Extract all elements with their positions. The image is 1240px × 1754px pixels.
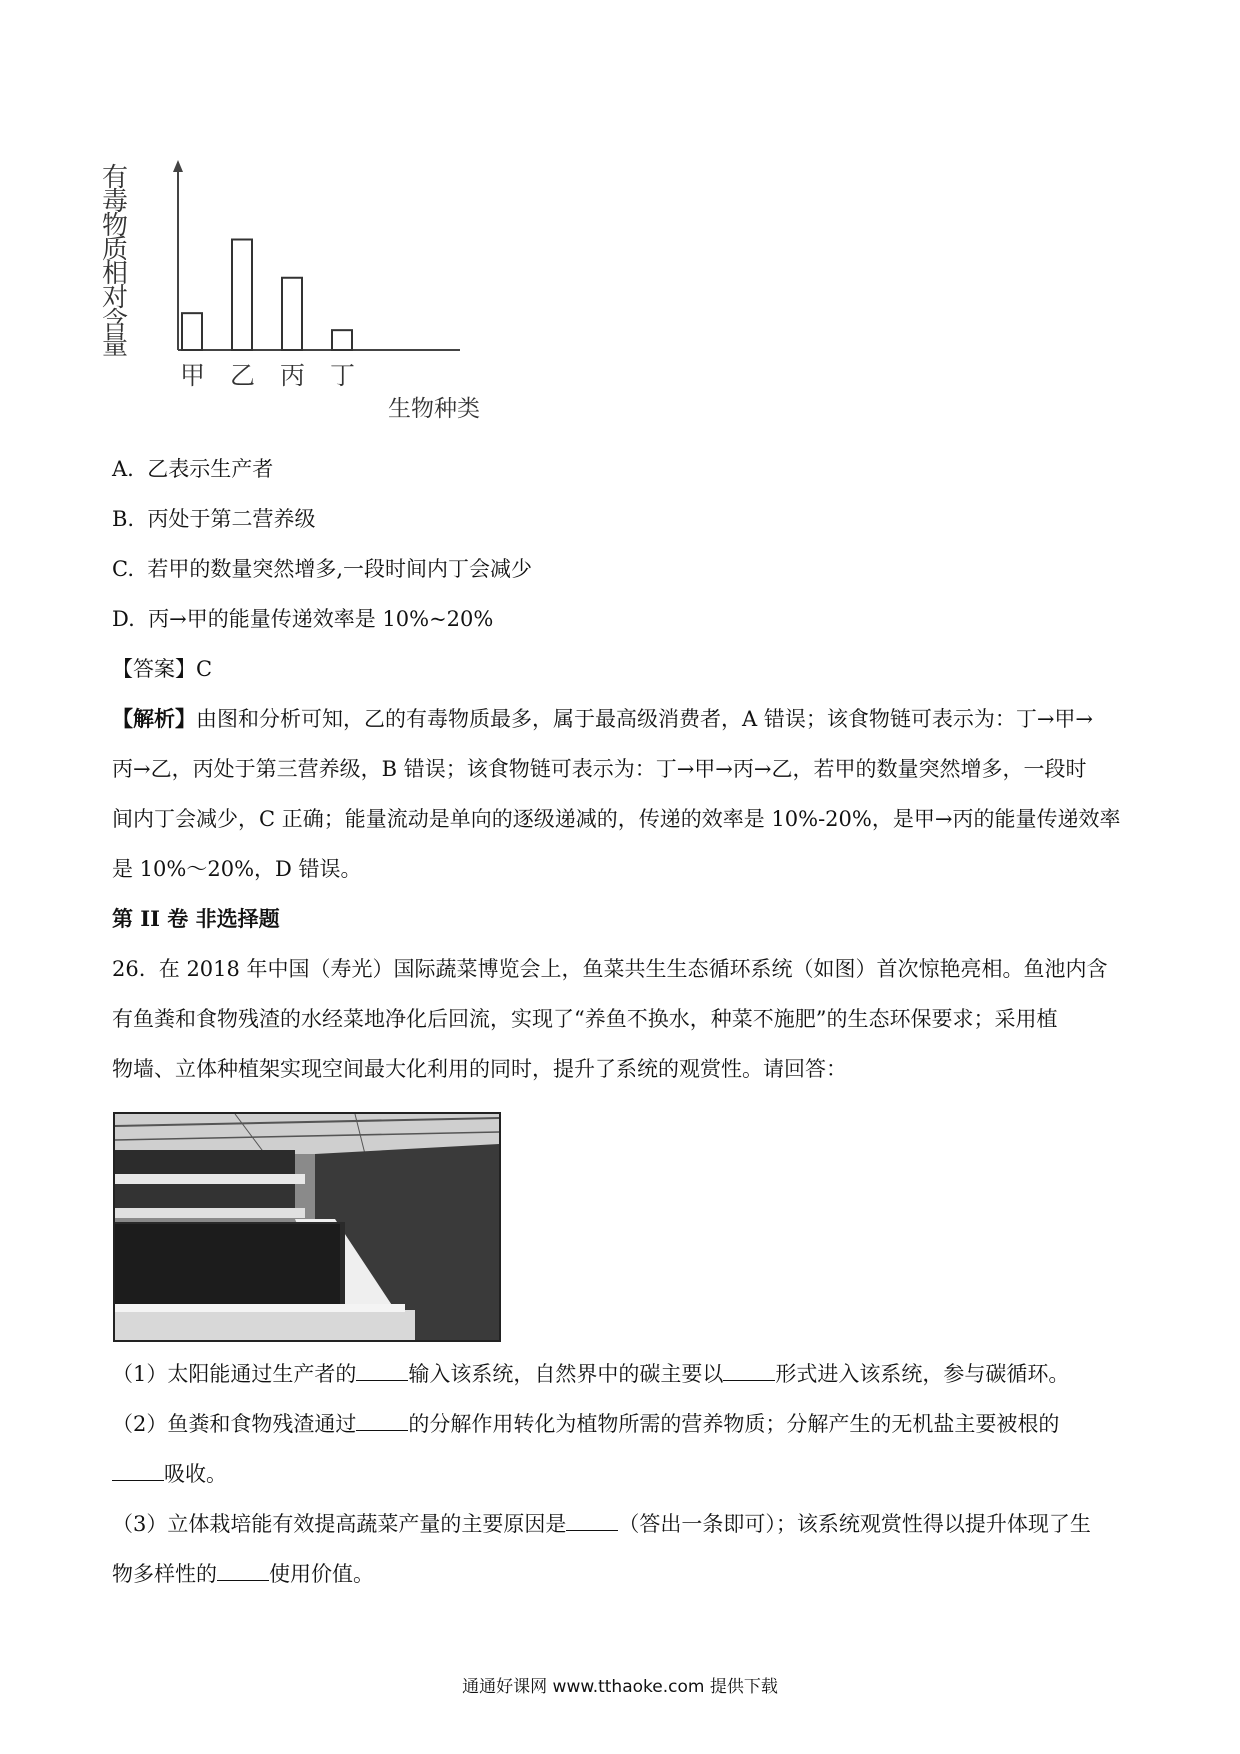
blank-2[interactable] xyxy=(723,1360,775,1381)
option-c-text: 若甲的数量突然增多,一段时间内丁会减少 xyxy=(147,557,533,581)
analysis-tag: 【解析】 xyxy=(112,706,196,731)
y-axis-label-char: 物 xyxy=(102,211,129,241)
bar-丁 xyxy=(332,330,352,350)
y-axis-label-char: 量 xyxy=(102,331,129,361)
answer-tag: 【答案】 xyxy=(112,657,196,681)
question-number: 26. xyxy=(112,957,146,981)
option-d-label: D. xyxy=(112,607,135,631)
option-a-text: 乙表示生产者 xyxy=(147,457,274,481)
y-axis-arrow xyxy=(173,160,183,172)
blank-4[interactable] xyxy=(112,1460,164,1481)
section-title: 第 II 卷 非选择题 xyxy=(112,906,280,931)
sub-question-3-cont: 物多样性的 使用价值。 xyxy=(112,1562,374,1586)
analysis-line-2: 丙→乙，丙处于第三营养级，B 错误；该食物链可表示为：丁→甲→丙→乙，若甲的数量突然增多，一段时 xyxy=(112,757,1087,781)
sub-question-2-cont: 吸收。 xyxy=(112,1459,1132,1489)
x-tick-乙: 乙 xyxy=(230,361,256,390)
blank-1[interactable] xyxy=(356,1360,408,1381)
y-axis-label-char: 质 xyxy=(102,235,129,265)
y-axis-label-char: 对 xyxy=(102,283,129,313)
option-b xyxy=(112,504,1132,534)
question-line-2: 有鱼粪和食物残渣的水经菜地净化后回流，实现了“养鱼不换水，种菜不施肥”的生态环保要求；采用植 xyxy=(112,1007,1058,1031)
option-b-label: B. xyxy=(112,507,135,531)
option-d-text: 丙→甲的能量传递效率是 10%~20% xyxy=(148,607,494,631)
blank-6[interactable] xyxy=(217,1560,269,1581)
blank-3[interactable] xyxy=(356,1410,408,1431)
analysis-line-1: 【解析】由图和分析可知，乙的有毒物质最多，属于最高级消费者，A 错误；该食物链可表示为：丁→甲→ xyxy=(112,706,1094,731)
sub-question-1: （1）太阳能通过生产者的 输入该系统，自然界中的碳主要以 形式进入该系统，参与碳循环。 xyxy=(112,1362,1070,1386)
option-a xyxy=(112,454,1132,484)
y-axis-label xyxy=(102,163,128,361)
toxin-bar-chart xyxy=(100,160,500,430)
y-axis-label-char: 相 xyxy=(102,259,129,289)
sub-question-3: （3）立体栽培能有效提高蔬菜产量的主要原因是 （答出一条即可）；该系统观赏性得以提升体现了生 xyxy=(112,1512,1091,1536)
question-line-3: 物墙、立体种植架实现空间最大化利用的同时，提升了系统的观赏性。请回答： xyxy=(112,1057,847,1081)
x-tick-丁: 丁 xyxy=(330,361,356,390)
analysis-line-4: 是 10%～20%，D 错误。 xyxy=(112,857,362,881)
option-c-label: C. xyxy=(112,557,134,581)
bar-甲 xyxy=(182,313,202,350)
greenhouse-illustration xyxy=(115,1114,499,1340)
option-d xyxy=(112,604,1132,634)
y-axis-label-char: 含 xyxy=(102,307,129,337)
sub-question-2: （2）鱼粪和食物残渣通过 的分解作用转化为植物所需的营养物质；分解产生的无机盐主要被根的 xyxy=(112,1412,1060,1436)
question-line-1: 26. 在 2018 年中国（寿光）国际蔬菜博览会上，鱼菜共生生态循环系统（如图）首次惊艳亮相。鱼池内含 xyxy=(112,957,1108,981)
answer xyxy=(112,654,1132,684)
bar-丙 xyxy=(282,278,302,350)
y-axis-label-char: 毒 xyxy=(102,187,129,217)
greenhouse-photo xyxy=(113,1112,501,1342)
x-axis-label: 生物种类 xyxy=(388,396,480,422)
x-tick-丙: 丙 xyxy=(280,361,306,390)
option-a-label: A. xyxy=(112,457,134,481)
page-footer: 通通好课网 www.tthaoke.com 提供下载 xyxy=(462,1677,778,1697)
x-tick-甲: 甲 xyxy=(180,361,206,390)
bar-乙 xyxy=(232,240,252,351)
answer-value: C xyxy=(196,657,213,681)
option-b-text: 丙处于第二营养级 xyxy=(147,507,316,531)
y-axis-label-char: 有 xyxy=(102,163,129,193)
blank-5[interactable] xyxy=(566,1510,618,1531)
option-c xyxy=(112,554,1132,584)
analysis-line-3: 间内丁会减少，C 正确；能量流动是单向的逐级递减的，传递的效率是 10%-20%，是甲→丙的能量传递效率 xyxy=(112,807,1121,831)
